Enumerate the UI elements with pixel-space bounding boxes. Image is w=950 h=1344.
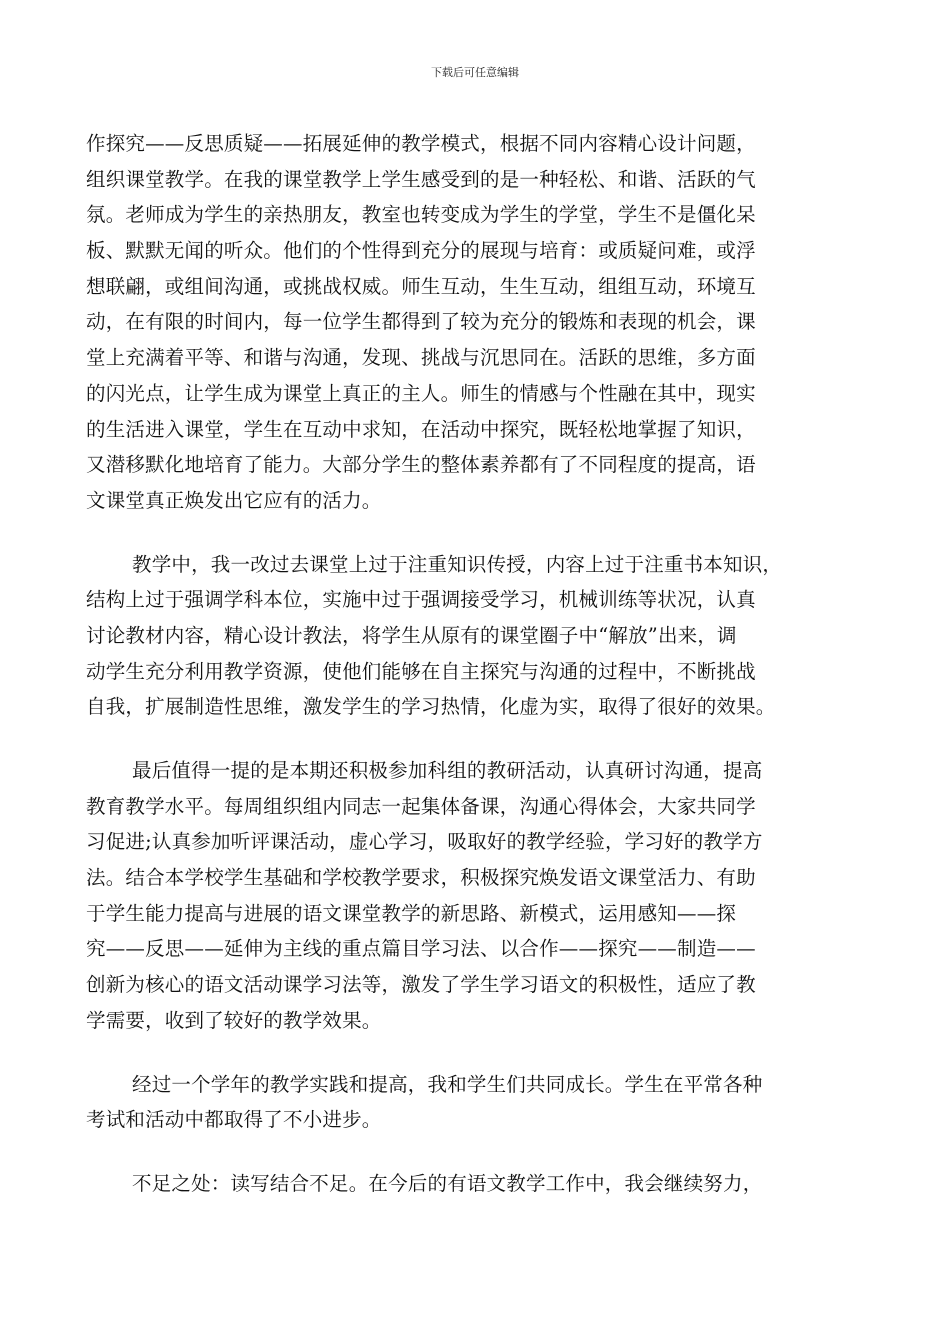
- text-line: 板、默默无闻的听众。他们的个性得到充分的展现与培育：或质疑问难，或浮: [86, 239, 756, 263]
- paragraph-3: [86, 753, 866, 1039]
- text-line: 究——反思——延伸为主线的重点篇目学习法、以合作——探究——制造——: [86, 937, 756, 961]
- text-line: 动学生充分利用教学资源，使他们能够在自主探究与沟通的过程中，不断挑战: [86, 659, 756, 683]
- text-line: 学需要，收到了较好的教学效果。: [86, 1008, 382, 1032]
- text-line: 于学生能力提高与进展的语文课堂教学的新思路、新模式，运用感知——探: [86, 901, 737, 925]
- text-line: 想联翩，或组间沟通，或挑战权威。师生互动，生生互动，组组互动，环境互: [86, 274, 756, 298]
- paragraph-gap: [86, 1039, 866, 1067]
- text-line: 结构上过于强调学科本位，实施中过于强调接受学习，机械训练等状况，认真: [86, 588, 756, 612]
- page-header: 下载后可任意编辑: [431, 66, 519, 79]
- paragraph-gap: [86, 519, 866, 547]
- text-line: 习促进;认真参加听评课活动，虚心学习，吸取好的教学经验，学习好的教学方: [86, 830, 763, 854]
- text-line: 文课堂真正焕发出它应有的活力。: [86, 488, 382, 512]
- text-line: 教学中，我一改过去课堂上过于注重知识传授，内容上过于注重书本知识，: [132, 552, 783, 576]
- document-body: [86, 126, 866, 1202]
- paragraph-2: [86, 547, 866, 725]
- text-line: 作探究——反思质疑——拓展延伸的教学模式，根据不同内容精心设计问题，: [86, 132, 756, 155]
- text-line: 讨论教材内容，精心设计教法，将学生从原有的课堂圈子中“解放”出来，调: [86, 623, 737, 647]
- text-line: 组织课堂教学。在我的课堂教学上学生感受到的是一种轻松、和谐、活跃的气: [86, 167, 756, 191]
- text-line: 法。结合本学校学生基础和学校教学要求，积极探究焕发语文课堂活力、有助: [86, 866, 756, 890]
- text-line: 又潜移默化地培育了能力。大部分学生的整体素养都有了不同程度的提高，语: [86, 453, 756, 477]
- text-line: 动，在有限的时间内，每一位学生都得到了较为充分的锻炼和表现的机会，课: [86, 310, 756, 334]
- text-line: 的闪光点，让学生成为课堂上真正的主人。师生的情感与个性融在其中，现实: [86, 381, 756, 405]
- text-line: 经过一个学年的教学实践和提高，我和学生们共同成长。学生在平常各种: [132, 1072, 763, 1096]
- text-line: 不足之处：读写结合不足。在今后的有语文教学工作中，我会继续努力，: [132, 1171, 763, 1195]
- text-line: 考试和活动中都取得了不小进步。: [86, 1108, 382, 1132]
- paragraph-1: [86, 126, 866, 519]
- text-line: 堂上充满着平等、和谐与沟通，发现、挑战与沉思同在。活跃的思维，多方面: [86, 346, 756, 370]
- paragraph-4: [86, 1067, 866, 1138]
- paragraph-gap: [86, 1138, 866, 1166]
- text-line: 的生活进入课堂，学生在互动中求知，在活动中探究，既轻松地掌握了知识，: [86, 417, 756, 441]
- paragraph-gap: [86, 725, 866, 753]
- text-line: 最后值得一提的是本期还积极参加科组的教研活动，认真研讨沟通，提高: [132, 759, 763, 782]
- text-line: 氛。老师成为学生的亲热朋友，教室也转变成为学生的学堂，学生不是僵化呆: [86, 203, 756, 227]
- paragraph-5: [86, 1166, 866, 1202]
- text-line: 教育教学水平。每周组织组内同志一起集体备课，沟通心得体会，大家共同学: [86, 794, 756, 818]
- text-line: 自我，扩展制造性思维，激发学生的学习热情，化虚为实，取得了很好的效果。: [86, 695, 776, 719]
- text-line: 创新为核心的语文活动课学习法等，激发了学生学习语文的积极性，适应了教: [86, 973, 756, 997]
